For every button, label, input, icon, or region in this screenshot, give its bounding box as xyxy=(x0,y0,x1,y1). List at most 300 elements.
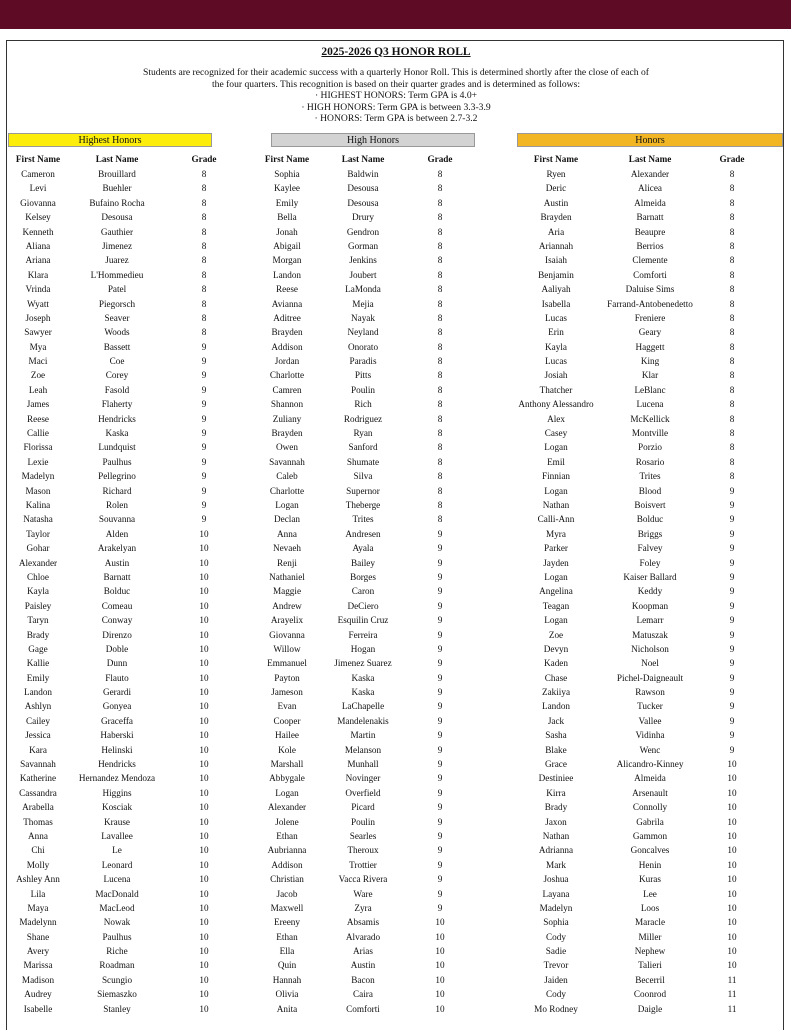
first-name-cell: Joshua xyxy=(543,874,569,885)
last-name-cell: Lucena xyxy=(636,399,664,410)
first-name-cell: Mark xyxy=(546,859,566,870)
first-name-cell: Anna xyxy=(277,528,297,539)
grade-cell: 10 xyxy=(199,917,209,928)
last-name-cell: McKellick xyxy=(630,413,670,424)
first-name-cell: Klara xyxy=(27,269,49,280)
first-name-cell: Katherine xyxy=(19,773,57,784)
table-row xyxy=(7,412,785,426)
table-row xyxy=(7,728,785,742)
last-name-cell: Nephew xyxy=(634,946,666,957)
grade-cell: 9 xyxy=(437,658,443,669)
grade-cell: 8 xyxy=(437,341,443,352)
grade-cell: 10 xyxy=(199,830,209,841)
grade-cell: 10 xyxy=(199,773,209,784)
last-name-cell: Doble xyxy=(105,643,129,654)
grade-cell: 8 xyxy=(201,212,207,223)
grade-cell: 9 xyxy=(729,658,735,669)
grade-cell: 8 xyxy=(437,514,443,525)
grade-cell: 8 xyxy=(201,327,207,338)
column-header-grade: Grade xyxy=(191,154,217,164)
grade-cell: 10 xyxy=(727,816,737,827)
last-name-cell: Ware xyxy=(353,888,373,899)
first-name-cell: Reese xyxy=(276,284,298,295)
first-name-cell: Joseph xyxy=(25,312,51,323)
first-name-cell: Parker xyxy=(544,543,568,554)
last-name-cell: Lavallee xyxy=(101,830,133,841)
last-name-cell: Jimenez Suarez xyxy=(334,658,392,669)
first-name-cell: Shannon xyxy=(270,399,304,410)
first-name-cell: Isabelle xyxy=(23,1003,53,1014)
last-name-cell: Borges xyxy=(350,571,376,582)
first-name-cell: Ariannah xyxy=(538,240,574,251)
first-name-cell: Jacob xyxy=(276,888,298,899)
table-row xyxy=(7,383,785,397)
last-name-cell: Becerril xyxy=(635,974,665,985)
grade-cell: 10 xyxy=(199,802,209,813)
grade-cell: 10 xyxy=(199,672,209,683)
first-name-cell: Florissa xyxy=(23,442,53,453)
first-name-cell: Ella xyxy=(279,946,295,957)
grade-cell: 9 xyxy=(729,543,735,554)
first-name-cell: Mo Rodney xyxy=(534,1003,578,1014)
last-name-cell: Woods xyxy=(104,327,130,338)
first-name-cell: Erin xyxy=(548,327,564,338)
grade-cell: 8 xyxy=(729,413,735,424)
first-name-cell: Kayla xyxy=(545,341,567,352)
first-name-cell: Jaiden xyxy=(544,974,568,985)
last-name-cell: Miller xyxy=(638,931,662,942)
grade-cell: 8 xyxy=(437,269,443,280)
grade-cell: 9 xyxy=(729,701,735,712)
last-name-cell: Almeida xyxy=(634,773,666,784)
grade-cell: 8 xyxy=(729,284,735,295)
grade-cell: 8 xyxy=(729,471,735,482)
grade-cell: 8 xyxy=(729,240,735,251)
first-name-cell: Taylor xyxy=(26,528,50,539)
first-name-cell: Payton xyxy=(274,672,300,683)
table-row xyxy=(7,757,785,771)
last-name-cell: Koopman xyxy=(631,600,669,611)
first-name-cell: Willow xyxy=(273,643,301,654)
grade-cell: 9 xyxy=(437,744,443,755)
table-row xyxy=(7,599,785,613)
first-name-cell: Caleb xyxy=(276,471,298,482)
grade-cell: 8 xyxy=(437,413,443,424)
first-name-cell: Brady xyxy=(26,629,50,640)
grade-cell: 10 xyxy=(199,586,209,597)
last-name-cell: Briggs xyxy=(637,528,663,539)
table-row xyxy=(7,671,785,685)
first-name-cell: Lucas xyxy=(545,312,567,323)
column-header-first: First Name xyxy=(15,154,61,164)
grade-cell: 9 xyxy=(729,615,735,626)
last-name-cell: Flaherty xyxy=(101,399,133,410)
grade-cell: 10 xyxy=(199,931,209,942)
grade-cell: 9 xyxy=(201,428,207,439)
first-name-cell: Sawyer xyxy=(24,327,52,338)
grade-cell: 10 xyxy=(435,917,445,928)
last-name-cell: Desousa xyxy=(347,183,379,194)
first-name-cell: Kayla xyxy=(27,586,49,597)
last-name-cell: Lee xyxy=(643,888,657,899)
grade-cell: 10 xyxy=(727,773,737,784)
grade-cell: 8 xyxy=(437,442,443,453)
last-name-cell: Ferreira xyxy=(348,629,378,640)
last-name-cell: Gorman xyxy=(347,240,379,251)
grade-cell: 8 xyxy=(729,384,735,395)
first-name-cell: Hailee xyxy=(275,730,299,741)
first-name-cell: Ethan xyxy=(276,931,298,942)
grade-cell: 10 xyxy=(727,960,737,971)
criteria-high: · HIGH HONORS: Term GPA is between 3.3-3.9 xyxy=(301,101,491,113)
last-name-cell: Berrios xyxy=(636,240,664,251)
last-name-cell: Clemente xyxy=(632,255,668,266)
grade-cell: 8 xyxy=(201,226,207,237)
grade-cell: 8 xyxy=(729,428,735,439)
first-name-cell: Gage xyxy=(28,643,48,654)
table-row xyxy=(7,455,785,469)
first-name-cell: Arabella xyxy=(22,802,54,813)
grade-cell: 8 xyxy=(437,183,443,194)
first-name-cell: Kallie xyxy=(26,658,50,669)
last-name-cell: Bolduc xyxy=(103,586,131,597)
last-name-cell: Fasold xyxy=(104,384,130,395)
last-name-cell: Dunn xyxy=(106,658,128,669)
last-name-cell: Melanson xyxy=(344,744,382,755)
last-name-cell: Haberski xyxy=(100,730,134,741)
last-name-cell: L'Hommedieu xyxy=(90,269,144,280)
grade-cell: 8 xyxy=(437,312,443,323)
first-name-cell: Josiah xyxy=(544,370,568,381)
first-name-cell: Emil xyxy=(547,456,565,467)
last-name-cell: Daigle xyxy=(637,1003,663,1014)
column-header-last: Last Name xyxy=(341,154,385,164)
grade-cell: 8 xyxy=(437,327,443,338)
grade-cell: 10 xyxy=(727,802,737,813)
grade-cell: 9 xyxy=(437,787,443,798)
grade-cell: 8 xyxy=(729,327,735,338)
first-name-cell: Landon xyxy=(272,269,302,280)
last-name-cell: Seaver xyxy=(104,312,130,323)
table-row xyxy=(7,527,785,541)
first-name-cell: Nevaeh xyxy=(272,543,302,554)
grade-cell: 9 xyxy=(437,701,443,712)
first-name-cell: Alexander xyxy=(18,557,58,568)
last-name-cell: Arakelyan xyxy=(97,543,137,554)
grade-cell: 8 xyxy=(201,169,207,179)
first-name-cell: Cody xyxy=(546,931,566,942)
last-name-cell: Hendricks xyxy=(98,759,136,770)
table-row xyxy=(7,628,785,642)
grade-cell: 9 xyxy=(729,744,735,755)
last-name-cell: Mejia xyxy=(352,298,374,309)
table-row xyxy=(7,642,785,656)
grade-cell: 8 xyxy=(729,269,735,280)
last-name-cell: Arias xyxy=(353,946,373,957)
last-name-cell: Loos xyxy=(640,902,660,913)
grade-cell: 10 xyxy=(199,974,209,985)
last-name-cell: Paradis xyxy=(349,356,377,367)
table-row xyxy=(7,901,785,915)
last-name-cell: Alicandro-Kinney xyxy=(616,759,684,770)
grade-cell: 10 xyxy=(199,730,209,741)
grade-cell: 9 xyxy=(729,629,735,640)
last-name-cell: Pellegrino xyxy=(98,471,136,482)
column-header-grade: Grade xyxy=(427,154,453,164)
grade-cell: 10 xyxy=(199,1003,209,1014)
grade-cell: 10 xyxy=(727,759,737,770)
first-name-cell: Anna xyxy=(28,830,48,841)
grade-cell: 8 xyxy=(729,169,735,179)
first-name-cell: Anita xyxy=(276,1003,298,1014)
grade-cell: 10 xyxy=(435,960,445,971)
last-name-cell: Siemaszko xyxy=(97,989,137,1000)
table-row xyxy=(7,887,785,901)
last-name-cell: Barnatt xyxy=(103,571,131,582)
first-name-cell: Abbygale xyxy=(269,773,305,784)
last-name-cell: Le xyxy=(112,845,122,856)
last-name-cell: Gabrila xyxy=(636,816,664,827)
first-name-cell: Emmanuel xyxy=(267,658,307,669)
first-name-cell: Jordan xyxy=(274,356,300,367)
table-row xyxy=(7,297,785,311)
first-name-cell: Maxwell xyxy=(270,902,304,913)
table-row xyxy=(7,354,785,368)
last-name-cell: Boisvert xyxy=(634,499,666,510)
last-name-cell: Barnatt xyxy=(636,212,664,223)
grade-cell: 9 xyxy=(729,485,735,496)
grade-cell: 10 xyxy=(199,902,209,913)
grade-cell: 8 xyxy=(729,197,735,208)
last-name-cell: Trites xyxy=(639,471,661,482)
grade-cell: 10 xyxy=(199,859,209,870)
first-name-cell: James xyxy=(26,399,50,410)
last-name-cell: Gendron xyxy=(346,226,380,237)
last-name-cell: Shumate xyxy=(346,456,380,467)
table-row xyxy=(7,930,785,944)
last-name-cell: Trottier xyxy=(349,859,377,870)
column-header-last: Last Name xyxy=(95,154,139,164)
first-name-cell: Aria xyxy=(547,226,565,237)
table-row xyxy=(7,311,785,325)
grade-cell: 9 xyxy=(437,571,443,582)
last-name-cell: Jimenez xyxy=(101,240,133,251)
grade-cell: 8 xyxy=(729,399,735,410)
grade-cell: 10 xyxy=(199,715,209,726)
grade-cell: 8 xyxy=(437,197,443,208)
grade-cell: 10 xyxy=(199,946,209,957)
first-name-cell: Casey xyxy=(544,428,568,439)
table-row xyxy=(7,714,785,728)
grade-cell: 8 xyxy=(437,456,443,467)
top-banner xyxy=(0,0,791,29)
first-name-cell: Finnian xyxy=(541,471,571,482)
first-name-cell: Emily xyxy=(275,197,299,208)
first-name-cell: Marissa xyxy=(23,960,53,971)
last-name-cell: Hernandez Mendoza xyxy=(78,773,156,784)
grade-cell: 8 xyxy=(729,312,735,323)
first-name-cell: Addison xyxy=(271,859,303,870)
first-name-cell: Hannah xyxy=(272,974,302,985)
grade-cell: 8 xyxy=(729,456,735,467)
last-name-cell: Conway xyxy=(101,615,133,626)
grade-cell: 9 xyxy=(201,485,207,496)
table-row xyxy=(7,397,785,411)
last-name-cell: Higgins xyxy=(102,787,132,798)
grade-cell: 9 xyxy=(729,514,735,525)
grade-cell: 9 xyxy=(437,802,443,813)
first-name-cell: Lexie xyxy=(27,456,49,467)
first-name-cell: Kalina xyxy=(25,499,51,510)
grade-cell: 8 xyxy=(437,428,443,439)
last-name-cell: Falvey xyxy=(637,543,663,554)
first-name-cell: Madelyn xyxy=(21,471,55,482)
first-name-cell: Marshall xyxy=(270,759,304,770)
last-name-cell: Jenkins xyxy=(349,255,377,266)
table-row xyxy=(7,282,785,296)
last-name-cell: Kosciak xyxy=(101,802,133,813)
grade-cell: 8 xyxy=(437,284,443,295)
last-name-cell: Rich xyxy=(354,399,372,410)
grade-cell: 8 xyxy=(729,255,735,266)
first-name-cell: Maya xyxy=(27,902,49,913)
table-row xyxy=(7,958,785,972)
last-name-cell: Matuszak xyxy=(632,629,668,640)
first-name-cell: Ryen xyxy=(546,169,566,179)
table-row xyxy=(7,325,785,339)
last-name-cell: Bolduc xyxy=(636,514,664,525)
first-name-cell: Giovanna xyxy=(20,197,56,208)
first-name-cell: Christian xyxy=(270,874,304,885)
first-name-cell: Savannah xyxy=(20,759,56,770)
last-name-cell: Buehler xyxy=(102,183,132,194)
first-name-cell: Mason xyxy=(25,485,51,496)
table-row xyxy=(7,181,785,195)
grade-cell: 9 xyxy=(437,859,443,870)
last-name-cell: Martin xyxy=(350,730,376,741)
table-row xyxy=(7,239,785,253)
grade-cell: 9 xyxy=(729,528,735,539)
first-name-cell: Alex xyxy=(547,413,565,424)
last-name-cell: Lucena xyxy=(103,874,131,885)
last-name-cell: Bassett xyxy=(103,341,131,352)
grade-cell: 9 xyxy=(729,571,735,582)
grade-cell: 8 xyxy=(201,298,207,309)
grade-cell: 9 xyxy=(437,830,443,841)
grade-cell: 8 xyxy=(437,226,443,237)
first-name-cell: Addison xyxy=(271,341,303,352)
honor-roll-rows xyxy=(7,167,785,1016)
grade-cell: 8 xyxy=(201,284,207,295)
grade-cell: 9 xyxy=(201,499,207,510)
grade-cell: 8 xyxy=(729,442,735,453)
last-name-cell: Kaska xyxy=(351,687,375,698)
table-row xyxy=(7,268,785,282)
grade-cell: 9 xyxy=(437,759,443,770)
last-name-cell: Alexander xyxy=(630,169,670,179)
last-name-cell: Caira xyxy=(353,989,373,1000)
grade-cell: 9 xyxy=(437,586,443,597)
first-name-cell: Destiniee xyxy=(538,773,574,784)
last-name-cell: Poulin xyxy=(351,816,375,827)
last-name-cell: Comeau xyxy=(101,600,133,611)
grade-cell: 9 xyxy=(201,471,207,482)
last-name-cell: Connolly xyxy=(632,802,668,813)
last-name-cell: Trites xyxy=(352,514,374,525)
grade-cell: 8 xyxy=(437,169,443,179)
first-name-cell: Kole xyxy=(278,744,296,755)
last-name-cell: Souvanna xyxy=(98,514,136,525)
column-header-first: First Name xyxy=(533,154,579,164)
criteria-highest: · HIGHEST HONORS: Term GPA is 4.0+ xyxy=(314,90,478,101)
first-name-cell: Zoe xyxy=(30,370,46,381)
grade-cell: 9 xyxy=(201,341,207,352)
first-name-cell: Jonah xyxy=(276,226,298,237)
first-name-cell: Emily xyxy=(26,672,50,683)
grade-cell: 10 xyxy=(435,989,445,1000)
grade-cell: 9 xyxy=(201,370,207,381)
grade-cell: 9 xyxy=(201,384,207,395)
first-name-cell: Trevor xyxy=(543,960,569,971)
last-name-cell: Alden xyxy=(105,528,129,539)
first-name-cell: Aliana xyxy=(25,240,51,251)
table-row xyxy=(7,210,785,224)
grade-cell: 10 xyxy=(435,974,445,985)
table-row xyxy=(7,498,785,512)
last-name-cell: Bacon xyxy=(351,974,375,985)
last-name-cell: Caron xyxy=(351,586,375,597)
grade-cell: 8 xyxy=(437,471,443,482)
grade-cell: 10 xyxy=(199,528,209,539)
first-name-cell: Giovanna xyxy=(269,629,305,640)
first-name-cell: Ashley Ann xyxy=(16,874,60,885)
last-name-cell: Piegorsch xyxy=(98,298,136,309)
first-name-cell: Austin xyxy=(543,197,569,208)
first-name-cell: Evan xyxy=(277,701,297,712)
last-name-cell: Kaska xyxy=(351,672,375,683)
grade-cell: 9 xyxy=(201,456,207,467)
grade-cell: 10 xyxy=(199,989,209,1000)
first-name-cell: Aaliyah xyxy=(541,284,571,295)
first-name-cell: Isabella xyxy=(541,298,571,309)
last-name-cell: Roadman xyxy=(99,960,135,971)
table-row xyxy=(7,484,785,498)
last-name-cell: Theroux xyxy=(347,845,379,856)
first-name-cell: Chi xyxy=(31,845,45,856)
grade-cell: 8 xyxy=(201,183,207,194)
grade-cell: 9 xyxy=(729,586,735,597)
last-name-cell: Maracle xyxy=(634,917,666,928)
last-name-cell: Absamis xyxy=(346,917,380,928)
grade-cell: 10 xyxy=(199,615,209,626)
grade-cell: 8 xyxy=(437,212,443,223)
last-name-cell: Beaupre xyxy=(634,226,666,237)
grade-cell: 10 xyxy=(199,787,209,798)
last-name-cell: Theberge xyxy=(345,499,381,510)
grade-cell: 8 xyxy=(437,255,443,266)
grade-cell: 9 xyxy=(729,600,735,611)
first-name-cell: Jayden xyxy=(543,557,569,568)
grade-cell: 9 xyxy=(437,528,443,539)
last-name-cell: Kaiser Ballard xyxy=(623,571,677,582)
first-name-cell: Chloe xyxy=(27,571,49,582)
last-name-cell: Riche xyxy=(106,946,128,957)
last-name-cell: Gammon xyxy=(632,830,668,841)
first-name-cell: Grace xyxy=(545,759,567,770)
first-name-cell: Wyatt xyxy=(27,298,49,309)
last-name-cell: Blood xyxy=(638,485,662,496)
grade-cell: 8 xyxy=(201,240,207,251)
